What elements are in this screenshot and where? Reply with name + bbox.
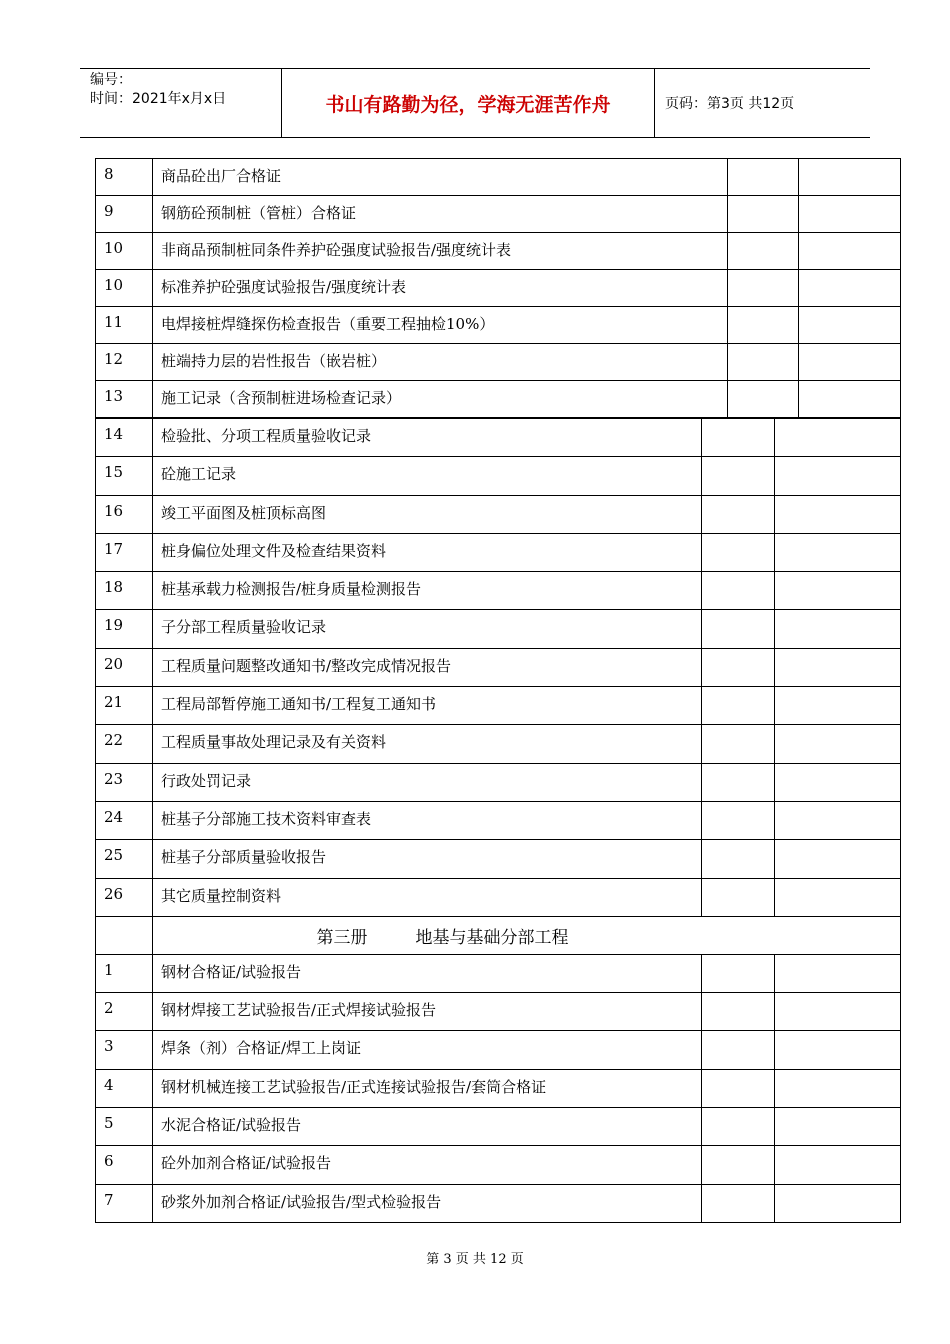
table-row — [96, 457, 901, 495]
row-number: 20 — [96, 648, 153, 686]
check-cell — [702, 610, 775, 648]
remark-cell — [775, 1146, 901, 1184]
table-row — [96, 307, 901, 344]
table-row — [96, 270, 901, 307]
check-cell — [702, 993, 775, 1031]
doc-date: 时间：2021年x月x日 — [90, 91, 227, 107]
check-cell — [702, 801, 775, 839]
remark-cell — [775, 1031, 901, 1069]
table-row — [96, 381, 901, 418]
row-number: 3 — [96, 1031, 153, 1069]
table-row — [96, 801, 901, 839]
header-meta — [80, 69, 282, 137]
material-checklist-table-top — [95, 158, 901, 418]
remark-cell — [799, 196, 901, 233]
row-item: 桩基子分部施工技术资料审查表 — [153, 801, 702, 839]
check-cell — [702, 533, 775, 571]
table-row — [96, 954, 901, 992]
remark-cell — [775, 763, 901, 801]
check-cell — [728, 159, 799, 196]
row-number: 24 — [96, 801, 153, 839]
row-number: 4 — [96, 1069, 153, 1107]
remark-cell — [775, 1184, 901, 1222]
remark-cell — [799, 381, 901, 418]
table-row — [96, 725, 901, 763]
row-item: 桩端持力层的岩性报告（嵌岩桩） — [153, 344, 728, 381]
check-cell — [728, 270, 799, 307]
remark-cell — [775, 533, 901, 571]
row-item: 施工记录（含预制桩进场检查记录） — [153, 381, 728, 418]
row-number: 25 — [96, 840, 153, 878]
row-number: 26 — [96, 878, 153, 916]
remark-cell — [775, 648, 901, 686]
table-row — [96, 572, 901, 610]
row-number: 1 — [96, 954, 153, 992]
check-cell — [702, 1146, 775, 1184]
check-cell — [702, 840, 775, 878]
row-item: 砼外加剂合格证/试验报告 — [153, 1146, 702, 1184]
row-number: 12 — [96, 344, 153, 381]
row-item: 焊条（剂）合格证/焊工上岗证 — [153, 1031, 702, 1069]
check-cell — [702, 457, 775, 495]
row-item: 工程局部暂停施工通知书/工程复工通知书 — [153, 687, 702, 725]
section-volume: 第三册 — [316, 927, 368, 948]
table-row — [96, 648, 901, 686]
row-number: 16 — [96, 495, 153, 533]
check-cell — [702, 687, 775, 725]
row-item: 标准养护砼强度试验报告/强度统计表 — [153, 270, 728, 307]
row-item: 竣工平面图及桩顶标高图 — [153, 495, 702, 533]
section-number-cell — [96, 916, 153, 954]
row-item: 桩基子分部质量验收报告 — [153, 840, 702, 878]
check-cell — [728, 381, 799, 418]
remark-cell — [799, 307, 901, 344]
remark-cell — [775, 687, 901, 725]
row-item: 其它质量控制资料 — [153, 878, 702, 916]
row-item: 桩基承载力检测报告/桩身质量检测报告 — [153, 572, 702, 610]
page-footer: 第 3 页 共 12 页 — [426, 1252, 524, 1267]
remark-cell — [799, 270, 901, 307]
table-row — [96, 1146, 901, 1184]
table-row — [96, 159, 901, 196]
table-row — [96, 1031, 901, 1069]
row-number: 17 — [96, 533, 153, 571]
row-item: 桩身偏位处理文件及检查结果资料 — [153, 533, 702, 571]
table-row — [96, 1184, 901, 1222]
table-row — [96, 1069, 901, 1107]
row-number: 5 — [96, 1108, 153, 1146]
section-heading — [153, 916, 901, 954]
table-row — [96, 419, 901, 457]
row-number: 2 — [96, 993, 153, 1031]
row-number: 9 — [96, 196, 153, 233]
row-item: 砼施工记录 — [153, 457, 702, 495]
check-cell — [728, 307, 799, 344]
table-row — [96, 344, 901, 381]
section-title: 地基与基础分部工程 — [415, 927, 569, 948]
row-number: 13 — [96, 381, 153, 418]
row-item: 工程质量事故处理记录及有关资料 — [153, 725, 702, 763]
check-cell — [702, 572, 775, 610]
table-row — [96, 1108, 901, 1146]
check-cell — [702, 1108, 775, 1146]
check-cell — [728, 344, 799, 381]
remark-cell — [799, 159, 901, 196]
row-number: 8 — [96, 159, 153, 196]
table-row — [96, 533, 901, 571]
check-cell — [702, 648, 775, 686]
remark-cell — [775, 993, 901, 1031]
check-cell — [702, 495, 775, 533]
remark-cell — [775, 840, 901, 878]
page-header — [80, 68, 870, 138]
check-cell — [702, 1184, 775, 1222]
remark-cell — [775, 954, 901, 992]
table-row — [96, 196, 901, 233]
row-item: 水泥合格证/试验报告 — [153, 1108, 702, 1146]
check-cell — [728, 233, 799, 270]
table-row — [96, 233, 901, 270]
remark-cell — [775, 419, 901, 457]
row-item: 行政处罚记录 — [153, 763, 702, 801]
row-number: 21 — [96, 687, 153, 725]
row-item: 商品砼出厂合格证 — [153, 159, 728, 196]
header-motto: 书山有路勤为径，学海无涯苦作舟 — [282, 69, 655, 137]
remark-cell — [775, 801, 901, 839]
table-row — [96, 687, 901, 725]
check-cell — [702, 954, 775, 992]
table-row — [96, 495, 901, 533]
row-item: 钢材合格证/试验报告 — [153, 954, 702, 992]
remark-cell — [775, 457, 901, 495]
table-row — [96, 763, 901, 801]
check-cell — [702, 1069, 775, 1107]
remark-cell — [775, 878, 901, 916]
remark-cell — [775, 725, 901, 763]
check-cell — [702, 878, 775, 916]
remark-cell — [799, 233, 901, 270]
check-cell — [702, 419, 775, 457]
remark-cell — [775, 1108, 901, 1146]
remark-cell — [775, 1069, 901, 1107]
row-item: 非商品预制桩同条件养护砼强度试验报告/强度统计表 — [153, 233, 728, 270]
table-row — [96, 610, 901, 648]
row-number: 6 — [96, 1146, 153, 1184]
row-number: 14 — [96, 419, 153, 457]
section-header-row — [96, 916, 901, 954]
doc-number-label: 编号： — [90, 72, 132, 88]
row-number: 18 — [96, 572, 153, 610]
check-cell — [702, 725, 775, 763]
row-item: 砂浆外加剂合格证/试验报告/型式检验报告 — [153, 1184, 702, 1222]
remark-cell — [775, 610, 901, 648]
row-number: 10 — [96, 270, 153, 307]
check-cell — [702, 763, 775, 801]
row-item: 子分部工程质量验收记录 — [153, 610, 702, 648]
row-item: 工程质量问题整改通知书/整改完成情况报告 — [153, 648, 702, 686]
header-page-info: 页码：第3页 共12页 — [665, 96, 795, 112]
check-cell — [728, 196, 799, 233]
remark-cell — [775, 572, 901, 610]
row-number: 23 — [96, 763, 153, 801]
row-number: 7 — [96, 1184, 153, 1222]
remark-cell — [775, 495, 901, 533]
row-item: 检验批、分项工程质量验收记录 — [153, 419, 702, 457]
table-row — [96, 840, 901, 878]
row-number: 15 — [96, 457, 153, 495]
row-item: 钢材焊接工艺试验报告/正式焊接试验报告 — [153, 993, 702, 1031]
table-row — [96, 878, 901, 916]
table-row — [96, 993, 901, 1031]
row-number: 10 — [96, 233, 153, 270]
row-item: 钢筋砼预制桩（管桩）合格证 — [153, 196, 728, 233]
row-number: 11 — [96, 307, 153, 344]
material-checklist-table-bottom — [95, 418, 901, 1223]
check-cell — [702, 1031, 775, 1069]
row-number: 22 — [96, 725, 153, 763]
row-number: 19 — [96, 610, 153, 648]
row-item: 电焊接桩焊缝探伤检查报告（重要工程抽检10%） — [153, 307, 728, 344]
remark-cell — [799, 344, 901, 381]
row-item: 钢材机械连接工艺试验报告/正式连接试验报告/套筒合格证 — [153, 1069, 702, 1107]
